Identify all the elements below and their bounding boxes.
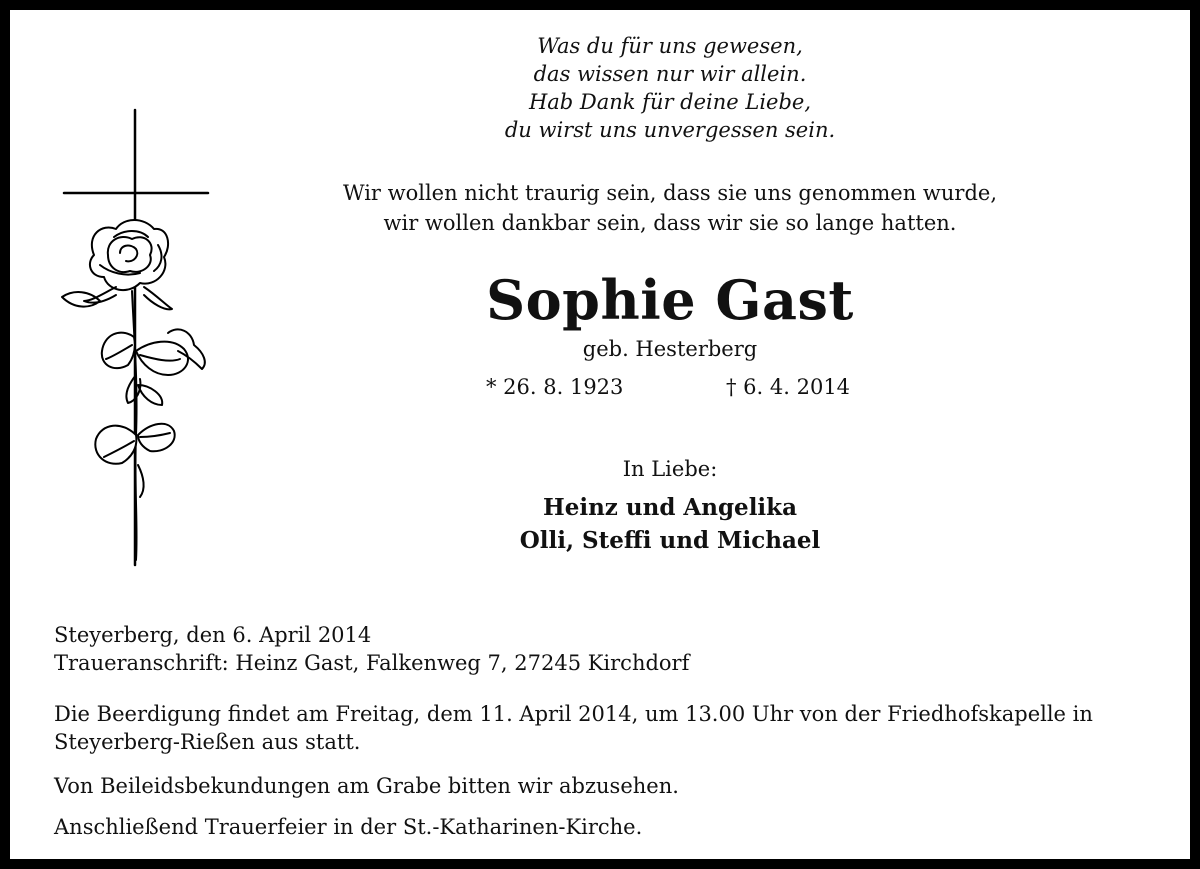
- deceased-name: Sophie Gast: [486, 268, 854, 332]
- mourning-address: Traueranschrift: Heinz Gast, Falkenweg 7, 27245 Kirchdorf: [54, 651, 690, 675]
- place-and-address: [54, 621, 1184, 677]
- verse-line: wir wollen dankbar sein, dass wir sie so lange hatten.: [383, 211, 957, 235]
- mourners-names: [250, 491, 1090, 557]
- death-date: † 6. 4. 2014: [726, 375, 851, 399]
- poem: [250, 32, 1090, 144]
- memorial-note: Anschließend Trauerfeier in der St.-Katharinen-Kirche.: [54, 815, 643, 839]
- mourners-intro: In Liebe:: [622, 457, 718, 481]
- verse: [250, 178, 1090, 238]
- poem-line: Hab Dank für deine Liebe,: [528, 90, 812, 114]
- verse-line: Wir wollen nicht traurig sein, dass sie uns genommen wurde,: [342, 181, 998, 205]
- maiden-name: geb. Hesterberg: [582, 337, 758, 361]
- funeral-line: Steyerberg-Rießen aus statt.: [54, 730, 361, 754]
- place-date: Steyerberg, den 6. April 2014: [54, 623, 372, 647]
- funeral-line: Die Beerdigung findet am Freitag, dem 11. April 2014, um 13.00 Uhr von der Friedhofskapelle in: [54, 702, 1093, 726]
- mourners-line: Olli, Steffi und Michael: [519, 527, 821, 554]
- cross-with-rose-illustration: [54, 105, 224, 570]
- birth-date: * 26. 8. 1923: [486, 375, 624, 399]
- poem-line: das wissen nur wir allein.: [533, 62, 807, 86]
- funeral-notice: [54, 700, 1184, 756]
- mourners-line: Heinz und Angelika: [542, 494, 798, 521]
- poem-line: Was du für uns gewesen,: [537, 34, 803, 58]
- condolences-note: Von Beileidsbekundungen am Grabe bitten wir abzusehen.: [54, 774, 679, 798]
- poem-line: du wirst uns unvergessen sein.: [504, 118, 836, 142]
